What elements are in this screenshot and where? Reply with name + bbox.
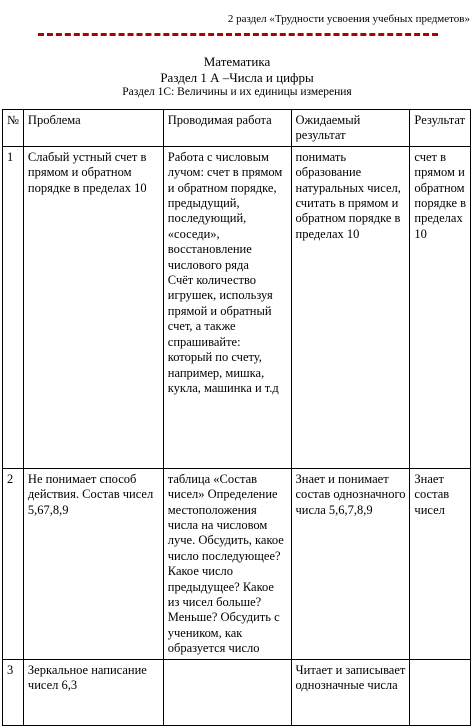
section-title: Раздел 1 А –Числа и цифры	[160, 70, 314, 85]
document-titles	[0, 54, 474, 99]
row-problem: Слабый устный счет в прямом и обратном порядке в пределах 10	[23, 146, 163, 468]
row-work-extra: Счёт количество игрушек, используя прямой и обратный счет, а также спрашивайте: который по счету, например, мишка, кукла, машинка и т.д	[167, 273, 279, 395]
row-expected: Читает и записывает однозначные числа	[291, 659, 410, 725]
row-problem: Не понимает способ действия. Состав чисел 5,67,8,9	[23, 468, 163, 659]
row-problem: Зеркальное написание чисел 6,3	[23, 659, 163, 725]
row-work	[163, 468, 291, 659]
table-row	[3, 659, 471, 725]
table-row	[3, 146, 471, 468]
row-number: 3	[3, 659, 24, 725]
row-number: 2	[3, 468, 24, 659]
plan-table	[2, 109, 471, 726]
row-expected: понимать образование натуральных чисел, считать в прямом и обратном порядке в пределах 10	[291, 146, 410, 468]
subject-title: Математика	[203, 54, 271, 69]
header-expected: Ожидаемый результат	[291, 110, 410, 147]
subsection-title: Раздел 1С: Величины и их единицы измерения	[122, 86, 352, 98]
row-work	[163, 659, 291, 725]
header-number: №	[3, 110, 24, 147]
row-work	[163, 146, 291, 468]
row-expected: Знает и понимает состав однозначного числа 5,6,7,8,9	[291, 468, 410, 659]
table-header-row	[3, 110, 471, 147]
header-work: Проводимая работа	[163, 110, 291, 147]
table-row	[3, 468, 471, 659]
decorative-divider	[38, 33, 438, 36]
header-problem: Проблема	[23, 110, 163, 147]
row-result	[410, 659, 471, 725]
header-result: Результат	[410, 110, 471, 147]
running-header: 2 раздел «Трудности усвоения учебных предметов»	[227, 13, 470, 25]
row-result: Знает состав чисел	[410, 468, 471, 659]
row-number: 1	[3, 146, 24, 468]
row-work-text: Работа с числовым лучом: счет в прямом и обратном порядке, предыдущий, последующий, «соседи», восстановление числового ряда	[167, 149, 283, 272]
row-work-text: таблица «Состав чисел» Определение местоположения числа на числовом луче. Обсудить, какое число последующее? Какое число предыдущее? Какое из чисел больше? Меньше? Обсудить с учеником, как образуется число	[167, 471, 284, 656]
row-result: счет в прямом и обратном порядке в пределах 10	[410, 146, 471, 468]
